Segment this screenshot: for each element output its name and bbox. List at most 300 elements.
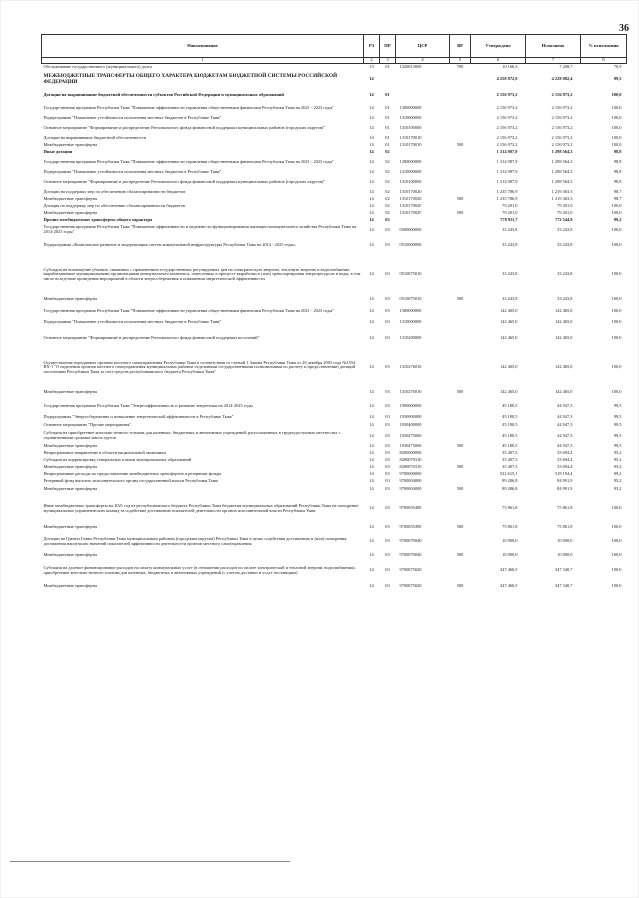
table-row <box>42 400 627 414</box>
row-pr-cell: 02 <box>385 148 390 154</box>
row-rz-cell: 14 <box>369 188 374 194</box>
header-percent: % исполнения <box>581 35 627 58</box>
row-executed-cell: 1 219 363,3 <box>551 188 573 194</box>
header-approved: Утверждено <box>471 35 526 58</box>
row-executed-cell: 33 694,4 <box>557 463 573 469</box>
row-percent-cell: 100,0 <box>611 567 622 573</box>
row-name-cell: Дотации на выравнивание бюджетной обеспеченности <box>43 134 147 140</box>
table-row <box>42 485 627 494</box>
row-vr-cell <box>450 224 471 237</box>
row-approved-cell: 1 235 786,9 <box>496 195 518 201</box>
row-percent-cell: 100,0 <box>611 364 622 370</box>
row-percent-cell: 100,0 <box>611 319 622 325</box>
column-index: 4 <box>396 58 450 64</box>
row-percent-cell: 100,0 <box>611 134 622 140</box>
table-row <box>42 457 627 464</box>
row-name-cell: Межбюджетные трансферты <box>43 195 98 201</box>
row-executed-cell: 2 156 973,2 <box>551 134 573 140</box>
page-number: 36 <box>619 23 629 34</box>
row-csr-cell: 9700075020 <box>399 582 422 588</box>
row-pr-cell: 03 <box>385 477 390 483</box>
row-rz-cell: 14 <box>369 389 374 395</box>
row-percent-cell: 95,2 <box>613 463 622 469</box>
row-percent-cell: 100,0 <box>611 524 622 530</box>
row-approved-cell: 142 465,0 <box>499 319 518 325</box>
row-name-cell: Межбюджетные трансферты <box>43 524 98 530</box>
row-pr-cell: 01 <box>385 124 390 130</box>
row-approved-cell: 89 286,8 <box>502 477 518 483</box>
row-pr-cell: 03 <box>385 226 390 232</box>
row-csr-cell: 1300000000 <box>399 158 422 164</box>
table-body <box>42 64 627 591</box>
row-rz-cell: 14 <box>369 567 374 573</box>
row-approved-cell: 33 243,8 <box>502 271 518 277</box>
budget-table <box>41 34 627 591</box>
row-rz-cell: 14 <box>369 414 374 420</box>
row-approved-cell: 2 156 973,2 <box>496 114 518 120</box>
row-rz-cell: 14 <box>369 432 374 438</box>
row-percent-cell: 100,0 <box>611 538 622 544</box>
row-rz-cell: 14 <box>369 124 374 130</box>
row-approved-cell: 35 407,3 <box>502 456 518 462</box>
row-executed-cell: 142 465,0 <box>554 307 573 313</box>
row-executed-cell: 10 000,0 <box>557 538 573 544</box>
row-vr-cell: 500 <box>456 485 464 491</box>
row-pr-cell: 03 <box>385 524 390 530</box>
row-rz-cell: 14 <box>369 403 374 409</box>
budget-table-sheet <box>41 34 626 591</box>
row-percent-cell: 95,2 <box>613 485 622 491</box>
header-csr: ЦСР <box>396 35 450 58</box>
row-rz-cell: 14 <box>369 505 374 511</box>
row-pr-cell: 02 <box>385 195 390 201</box>
row-pr-cell: 03 <box>385 389 390 395</box>
row-percent-cell: 100,0 <box>611 242 622 248</box>
row-vr-cell <box>450 305 471 318</box>
table-row <box>42 305 627 318</box>
row-percent-cell: 99,5 <box>613 414 622 420</box>
row-rz-cell: 14 <box>369 582 374 588</box>
row-executed-cell: 142 465,0 <box>554 319 573 325</box>
table-row <box>42 414 627 422</box>
row-vr-cell: 700 <box>456 63 464 69</box>
row-executed-cell: 1 298 564,3 <box>551 178 573 184</box>
table-row <box>42 64 627 71</box>
row-csr-cell: 0510075010 <box>399 296 422 302</box>
row-percent-cell: 100,0 <box>611 389 622 395</box>
row-csr-cell <box>396 149 450 156</box>
row-pr-cell: 02 <box>385 168 390 174</box>
row-executed-cell: 2 156 973,2 <box>551 124 573 130</box>
row-name-cell: Межбюджетные трансферты <box>43 442 98 448</box>
row-approved-cell: 142 465,0 <box>499 389 518 395</box>
row-pr-cell: 02 <box>385 178 390 184</box>
row-approved-cell: 2 156 973,2 <box>496 134 518 140</box>
row-name-cell: Обслуживание государственного (муниципального) долга <box>43 63 152 69</box>
row-pr-cell: 01 <box>385 91 390 97</box>
row-csr-cell: 1310170020 <box>399 188 422 194</box>
row-vr-cell <box>450 156 471 169</box>
row-rz-cell: 14 <box>369 296 374 302</box>
row-rz-cell: 14 <box>369 477 374 483</box>
row-rz-cell: 14 <box>369 141 374 147</box>
row-percent-cell: 98,7 <box>613 195 622 201</box>
row-percent-cell: 100,0 <box>611 104 622 110</box>
row-name-cell: Государственная программа Республики Тыва "Повышение эффективности управления общественными финансами Республики Тыва на 2021 - 2023 годы" <box>43 158 335 164</box>
row-vr-cell <box>450 450 471 457</box>
row-percent-cell: 100,0 <box>611 124 622 130</box>
row-pr-cell: 03 <box>385 403 390 409</box>
row-rz-cell: 14 <box>369 158 374 164</box>
row-csr-cell: 1300000000 <box>399 307 422 313</box>
row-name-cell: Государственная программа Республики Тыва "Энергоэффективность и развитие энергетики на 2014-2025 годы <box>43 403 253 409</box>
row-vr-cell <box>450 400 471 414</box>
row-name-cell: Основное мероприятие "Формирование и распределение Регионального фонда финансовой поддержки поселений" <box>43 335 260 341</box>
row-pr-cell: 03 <box>385 271 390 277</box>
row-approved-cell: 10 000,0 <box>502 552 518 558</box>
row-csr-cell: 1310276010 <box>399 364 422 370</box>
row-approved-cell: 142 465,0 <box>499 307 518 313</box>
row-rz-cell: 14 <box>369 134 374 140</box>
row-executed-cell: 44 947,3 <box>557 422 573 428</box>
row-executed-cell: 33 243,8 <box>557 242 573 248</box>
row-percent-cell: 100,0 <box>611 91 622 97</box>
row-percent-cell: 100,0 <box>611 209 622 215</box>
row-name-cell: Межбюджетные трансферты <box>43 582 98 588</box>
row-pr-cell: 03 <box>385 296 390 302</box>
row-rz-cell: 14 <box>369 195 374 201</box>
row-csr-cell: 1310100000 <box>399 178 422 184</box>
table-row <box>42 430 627 443</box>
row-vr-cell <box>450 560 471 582</box>
row-name-cell: Межбюджетные трансферты <box>43 485 98 491</box>
row-approved-cell: 79 201,0 <box>502 202 518 208</box>
row-csr-cell: 1310170010 <box>399 134 422 140</box>
row-vr-cell <box>450 217 471 224</box>
row-executed-cell: 518 194,4 <box>554 470 573 476</box>
row-rz-cell: 14 <box>369 76 374 82</box>
row-approved-cell: 45 180,5 <box>502 432 518 438</box>
row-rz-cell: 14 <box>369 485 374 491</box>
row-pr-cell: 03 <box>385 307 390 313</box>
row-csr-cell: 1310000000 <box>399 319 422 325</box>
row-pr-cell: 02 <box>385 188 390 194</box>
row-csr-cell: 1320013000 <box>399 63 422 69</box>
row-executed-cell: 79 201,0 <box>557 202 573 208</box>
row-name-cell: Субсидии на возмещение убытков, связанных с применением государственных регулируемых цен на электрическую энергию, тепловую энергию и водоснабжение, вырабатываемые муниципальными организациями коммунального комплекса, понесенных в процессе выработки и (или) транспортировки энергоресурсов и воды, в том числе вследствие проведения мероприятий в области энергосбережения и повышения энергетической эффективности <box>43 266 361 281</box>
table-row <box>42 176 627 189</box>
row-vr-cell <box>450 237 471 255</box>
row-executed-cell: 1 298 564,3 <box>551 168 573 174</box>
row-name-cell: Субсидии на долевое финансирование расходов на оплату коммунальных услуг (в отношении расходов по оплате электрической и тепловой энергии, водоснабжения), приобретение котельно-печного топлива для казенных, бюджетных и автономных учреждений (с учетом доставки и услуг поставщика) <box>43 564 356 575</box>
row-vr-cell: 500 <box>456 141 464 147</box>
table-row <box>42 532 627 552</box>
row-name-cell: Основное мероприятие "Формирование и распределение Регионального фонда финансовой поддержки муниципальных районов (городских округов)" <box>43 124 326 130</box>
row-name-cell: Иные дотации <box>43 148 73 154</box>
row-vr-cell: 500 <box>456 463 464 469</box>
row-executed-cell: 2 156 973,2 <box>551 91 573 97</box>
table-row <box>42 560 627 582</box>
row-approved-cell: 142 465,0 <box>499 364 518 370</box>
row-rz-cell: 14 <box>369 463 374 469</box>
row-approved-cell: 1 314 987,9 <box>496 148 518 154</box>
row-executed-cell: 33 243,8 <box>557 226 573 232</box>
row-csr-cell: 1310000000 <box>399 168 422 174</box>
row-percent-cell: 98,8 <box>613 168 622 174</box>
row-percent-cell: 98,8 <box>613 178 622 184</box>
row-pr-cell: 03 <box>385 485 390 491</box>
row-name-cell: Подпрограмма "Повышение устойчивости исполнения местных бюджетов в Республике Тыва" <box>43 114 222 120</box>
row-name-cell: Межбюджетные трансферты <box>43 463 98 469</box>
row-name-cell: Подпрограмма «Комплексное развитие и модернизация систем коммунальной инфраструктуры Республики Тыва на 2014 - 2025 годы» <box>43 242 296 248</box>
row-executed-cell: 44 947,3 <box>557 442 573 448</box>
row-pr-cell: 03 <box>385 567 390 573</box>
table-row <box>42 189 627 196</box>
row-approved-cell: 35 407,3 <box>502 463 518 469</box>
table-row <box>42 237 627 255</box>
row-approved-cell: 2 156 973,2 <box>496 104 518 110</box>
row-executed-cell: 1 219 363,3 <box>551 195 573 201</box>
row-percent-cell: 95,2 <box>613 449 622 455</box>
row-percent-cell: 100,0 <box>611 296 622 302</box>
row-rz-cell: 14 <box>369 209 374 215</box>
row-pr-cell: 02 <box>385 158 390 164</box>
row-rz-cell: 14 <box>369 449 374 455</box>
row-approved-cell: 33 243,8 <box>502 296 518 302</box>
row-percent-cell: 100,0 <box>611 552 622 558</box>
row-csr-cell: 1310100000 <box>399 124 422 130</box>
row-percent-cell: 100,0 <box>611 582 622 588</box>
row-approved-cell: 75 861,8 <box>502 524 518 530</box>
row-approved-cell: 1 314 987,9 <box>496 168 518 174</box>
row-pr-cell: 03 <box>385 470 390 476</box>
row-pr-cell: 03 <box>385 242 390 248</box>
row-csr-cell: 9700055490 <box>399 524 422 530</box>
row-csr-cell: 1930400000 <box>399 422 422 428</box>
row-rz-cell: 14 <box>369 538 374 544</box>
row-executed-cell: 79 201,0 <box>557 209 573 215</box>
row-csr-cell: 1930475060 <box>399 442 422 448</box>
row-name-cell: Основное мероприятие "Прочие мероприятия" <box>43 422 132 428</box>
table-row <box>42 224 627 237</box>
row-executed-cell: 7 208,7 <box>559 63 573 69</box>
row-csr-cell: 1930475060 <box>399 432 422 438</box>
row-pr-cell: 02 <box>385 209 390 215</box>
row-pr-cell: 03 <box>385 538 390 544</box>
table-row <box>42 122 627 135</box>
row-rz-cell: 14 <box>369 91 374 97</box>
row-csr-cell: 0510000000 <box>399 242 422 248</box>
row-csr-cell: 131017002Г <box>399 209 422 215</box>
row-name-cell: Непрограммные расходы по предоставлению межбюджетных трансфертов и резервные фонды <box>43 470 222 476</box>
row-name-cell: Межбюджетные трансферты <box>43 209 98 215</box>
row-percent-cell: 100,0 <box>611 141 622 147</box>
row-name-cell: Межбюджетные трансферты <box>43 389 98 395</box>
row-pr-cell: 03 <box>385 335 390 341</box>
row-executed-cell: 1 298 564,3 <box>551 158 573 164</box>
row-vr-cell <box>450 255 471 295</box>
row-approved-cell: 10 166,3 <box>502 63 518 69</box>
column-index: 1 <box>42 58 364 64</box>
row-pr-cell: 02 <box>385 202 390 208</box>
row-pr-cell: 03 <box>385 422 390 428</box>
row-name-cell: Дотация на поддержку мер по обеспечению сбалансированности бюджетов <box>43 202 185 208</box>
row-approved-cell: 1 314 987,9 <box>496 158 518 164</box>
row-executed-cell: 33 694,4 <box>557 456 573 462</box>
table-row <box>42 156 627 169</box>
row-percent-cell: 100,0 <box>611 271 622 277</box>
header-rz: РЗ <box>364 35 380 58</box>
table-row <box>42 552 627 560</box>
row-vr-cell <box>450 203 471 210</box>
table-row <box>42 464 627 471</box>
row-executed-cell: 84 991,9 <box>557 477 573 483</box>
table-row <box>42 471 627 478</box>
row-approved-cell: 1 235 786,9 <box>496 188 518 194</box>
row-name-cell: Дотации на выравнивание бюджетной обеспеченности субъектов Российской Федерации и муниципальных образований <box>43 91 284 97</box>
row-approved-cell: 45 180,5 <box>502 442 518 448</box>
row-percent-cell: 95,2 <box>613 456 622 462</box>
header-pr: ПР <box>380 35 396 58</box>
row-name-cell: Дотации на Гранты Главы Республики Тыва муниципальным районам (городским округам) Республики Тыва в целях содействия достижению и (или) поощрения достижения наилучших значений показателей эффективности деятельности органов местного самоуправления <box>43 535 347 546</box>
row-name-cell: Субсидии на приобретение котельно-печного топлива для казенных, бюджетных и автономных учреждений, расположенных в труднодоступных местностях с ограниченными сроками завоза грузов <box>43 430 341 440</box>
row-csr-cell: 9700075020 <box>399 567 422 573</box>
table-row <box>42 478 627 485</box>
row-csr-cell: 1310000000 <box>399 114 422 120</box>
row-executed-cell: 33 243,8 <box>557 296 573 302</box>
row-rz-cell: 14 <box>369 307 374 313</box>
row-executed-cell: 10 000,0 <box>557 552 573 558</box>
row-vr-cell <box>450 135 471 142</box>
row-percent-cell: 99,5 <box>613 403 622 409</box>
row-csr-cell: 1310170010 <box>399 141 422 147</box>
row-vr-cell: 500 <box>456 552 464 558</box>
header-vr: ВР <box>450 35 471 58</box>
row-rz-cell: 13 <box>369 63 374 69</box>
row-approved-cell: 142 465,0 <box>499 335 518 341</box>
row-percent-cell: 100,0 <box>611 505 622 511</box>
table-row <box>42 149 627 156</box>
row-name-cell: Основное мероприятие "Формирование и распределение Регионального фонда финансовой поддержки муниципальных районов (городских округов)" <box>43 178 326 184</box>
row-percent-cell: 99,2 <box>613 470 622 476</box>
table-row <box>42 196 627 203</box>
row-csr-cell: 9700004000 <box>399 477 422 483</box>
row-name-cell: Государственная программа Республики Тыва "Повышение эффективности и надежности функционирования жилищно-коммунального хозяйства Республики Тыва на 2014-2025 годы" <box>43 224 357 234</box>
row-approved-cell: 347 466,5 <box>499 567 518 573</box>
row-vr-cell <box>450 328 471 350</box>
row-rz-cell: 14 <box>369 216 374 222</box>
column-index: 6 <box>471 58 526 64</box>
row-approved-cell: 1 314 987,9 <box>496 178 518 184</box>
table-row <box>42 217 627 224</box>
row-csr-cell: 9700070040 <box>399 538 422 544</box>
row-rz-cell: 14 <box>369 335 374 341</box>
row-approved-cell: 45 180,5 <box>502 403 518 409</box>
row-executed-cell: 44 947,3 <box>557 403 573 409</box>
table-row <box>42 142 627 149</box>
row-approved-cell: 33 243,8 <box>502 242 518 248</box>
row-approved-cell: 45 180,5 <box>502 414 518 420</box>
row-approved-cell: 522 615,1 <box>499 470 518 476</box>
row-name-cell: Резервный фонд высшего исполнительного органа государственной власти Республики Тыва <box>43 477 218 483</box>
row-pr-cell: 01 <box>385 114 390 120</box>
row-approved-cell: 2 156 973,2 <box>496 141 518 147</box>
row-vr-cell <box>450 149 471 156</box>
row-name-cell: Подпрограмма "Энергосбережение и повышение энергетической эффективности в Республике Тыва" <box>43 414 234 420</box>
row-vr-cell: 500 <box>456 195 464 201</box>
row-approved-cell: 2 156 973,2 <box>496 91 518 97</box>
table-row <box>42 135 627 142</box>
header-name: Наименование <box>42 35 364 58</box>
row-pr-cell: 01 <box>385 63 390 69</box>
row-approved-cell: 45 180,5 <box>502 422 518 428</box>
row-vr-cell: 500 <box>456 389 464 395</box>
row-rz-cell: 14 <box>369 178 374 184</box>
table-row <box>42 494 627 524</box>
row-executed-cell: 33 694,4 <box>557 449 573 455</box>
row-csr-cell: 8200000000 <box>399 449 422 455</box>
row-rz-cell: 14 <box>369 319 374 325</box>
row-rz-cell: 14 <box>369 148 374 154</box>
table-row <box>42 318 627 328</box>
row-name-cell: Подпрограмма "Повышение устойчивости исполнения местных бюджетов в Республике Тыва" <box>43 168 222 174</box>
row-rz-cell: 14 <box>369 364 374 370</box>
row-rz-cell: 14 <box>369 226 374 232</box>
table-row <box>42 350 627 386</box>
row-csr-cell: 1310170020 <box>399 195 422 201</box>
row-vr-cell <box>450 122 471 135</box>
row-approved-cell: 347 466,5 <box>499 582 518 588</box>
row-pr-cell: 01 <box>385 104 390 110</box>
row-vr-cell <box>450 430 471 443</box>
row-csr-cell: 8200070310 <box>399 463 422 469</box>
row-csr-cell: 1900000000 <box>399 403 422 409</box>
row-csr-cell: 9700070040 <box>399 552 422 558</box>
row-vr-cell: 500 <box>456 524 464 530</box>
row-approved-cell: 75 861,8 <box>502 505 518 511</box>
row-csr-cell: 9700055490 <box>399 505 422 511</box>
row-pr-cell: 01 <box>385 134 390 140</box>
table-row <box>42 422 627 430</box>
row-executed-cell: 44 947,3 <box>557 414 573 420</box>
row-pr-cell: 03 <box>385 364 390 370</box>
row-executed-cell: 33 243,8 <box>557 271 573 277</box>
row-executed-cell: 142 465,0 <box>554 364 573 370</box>
row-csr-cell <box>396 89 450 102</box>
row-vr-cell <box>450 318 471 328</box>
row-executed-cell: 2 156 973,2 <box>551 114 573 120</box>
row-vr-cell <box>450 102 471 115</box>
row-csr-cell: 1310276010 <box>399 389 422 395</box>
row-name-cell: МЕЖБЮДЖЕТНЫЕ ТРАНСФЕРТЫ ОБЩЕГО ХАРАКТЕРА БЮДЖЕТАМ БЮДЖЕТНОЙ СИСТЕМЫ РОССИЙСКОЙ ФЕДЕРАЦИИ <box>43 72 338 85</box>
row-approved-cell: 778 911,7 <box>500 216 518 222</box>
row-vr-cell: 500 <box>456 442 464 448</box>
row-vr-cell: 500 <box>456 582 464 588</box>
row-csr-cell: 9700004000 <box>399 485 422 491</box>
row-vr-cell <box>450 115 471 122</box>
row-pr-cell: 03 <box>385 216 390 222</box>
table-row <box>42 255 627 295</box>
row-csr-cell: 1300000000 <box>399 104 422 110</box>
table-row <box>42 450 627 457</box>
column-index: 8 <box>581 58 627 64</box>
row-percent-cell: 70,9 <box>613 63 622 69</box>
table-row <box>42 582 627 591</box>
column-index: 5 <box>450 58 471 64</box>
row-percent-cell: 100,0 <box>611 335 622 341</box>
row-executed-cell: 347 340,7 <box>554 567 573 573</box>
row-executed-cell: 142 465,0 <box>554 335 573 341</box>
